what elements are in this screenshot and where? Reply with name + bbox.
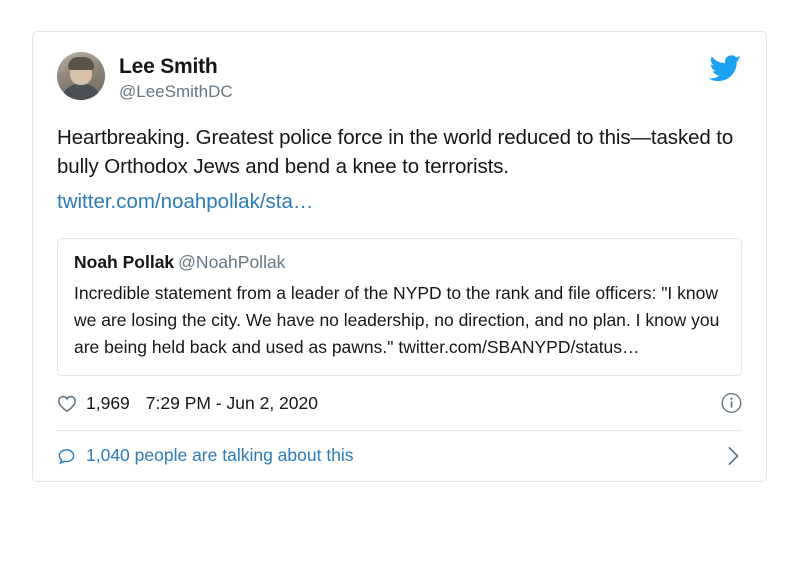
talking-about-this-label: 1,040 people are talking about this: [86, 445, 354, 466]
quoted-author-handle: @NoahPollak: [178, 251, 286, 272]
quoted-tweet-link[interactable]: twitter.com/SBANYPD/status…: [398, 336, 640, 357]
tweet-footer-row[interactable]: [57, 430, 742, 481]
tweet-timestamp: 7:29 PM - Jun 2, 2020: [145, 393, 318, 414]
avatar[interactable]: [57, 52, 105, 100]
avatar-hair: [68, 57, 94, 70]
like-count: 1,969: [86, 393, 130, 414]
speech-bubble-icon[interactable]: [57, 446, 76, 465]
heart-icon[interactable]: [57, 394, 77, 413]
quoted-tweet-text: [74, 280, 725, 360]
author-block[interactable]: [119, 52, 233, 103]
chevron-right-icon[interactable]: [727, 446, 740, 466]
tweet-body-text: Heartbreaking. Greatest police force in the world reduced to this—tasked to bully Orthodox Jews and bend a knee to terrorists.: [57, 125, 734, 179]
tweet-card: [32, 31, 767, 482]
twitter-bird-icon[interactable]: [708, 55, 742, 83]
quoted-tweet[interactable]: [57, 238, 742, 377]
author-handle: @LeeSmithDC: [119, 82, 233, 102]
tweet-body-link[interactable]: twitter.com/noahpollak/sta…: [57, 190, 314, 214]
info-circle-icon[interactable]: [721, 393, 742, 414]
tweet-meta-row: [57, 376, 742, 430]
quoted-tweet-header: [74, 252, 725, 273]
quoted-author-name: Noah Pollak: [74, 251, 175, 272]
quoted-text-body: Incredible statement from a leader of the NYPD to the rank and file officers: "I know we are losing the city. We have no leadership, no direction, and no plan. I know you are being held back and used as pawns.": [74, 283, 720, 357]
author-display-name: Lee Smith: [119, 55, 218, 78]
tweet-header: [57, 52, 742, 103]
